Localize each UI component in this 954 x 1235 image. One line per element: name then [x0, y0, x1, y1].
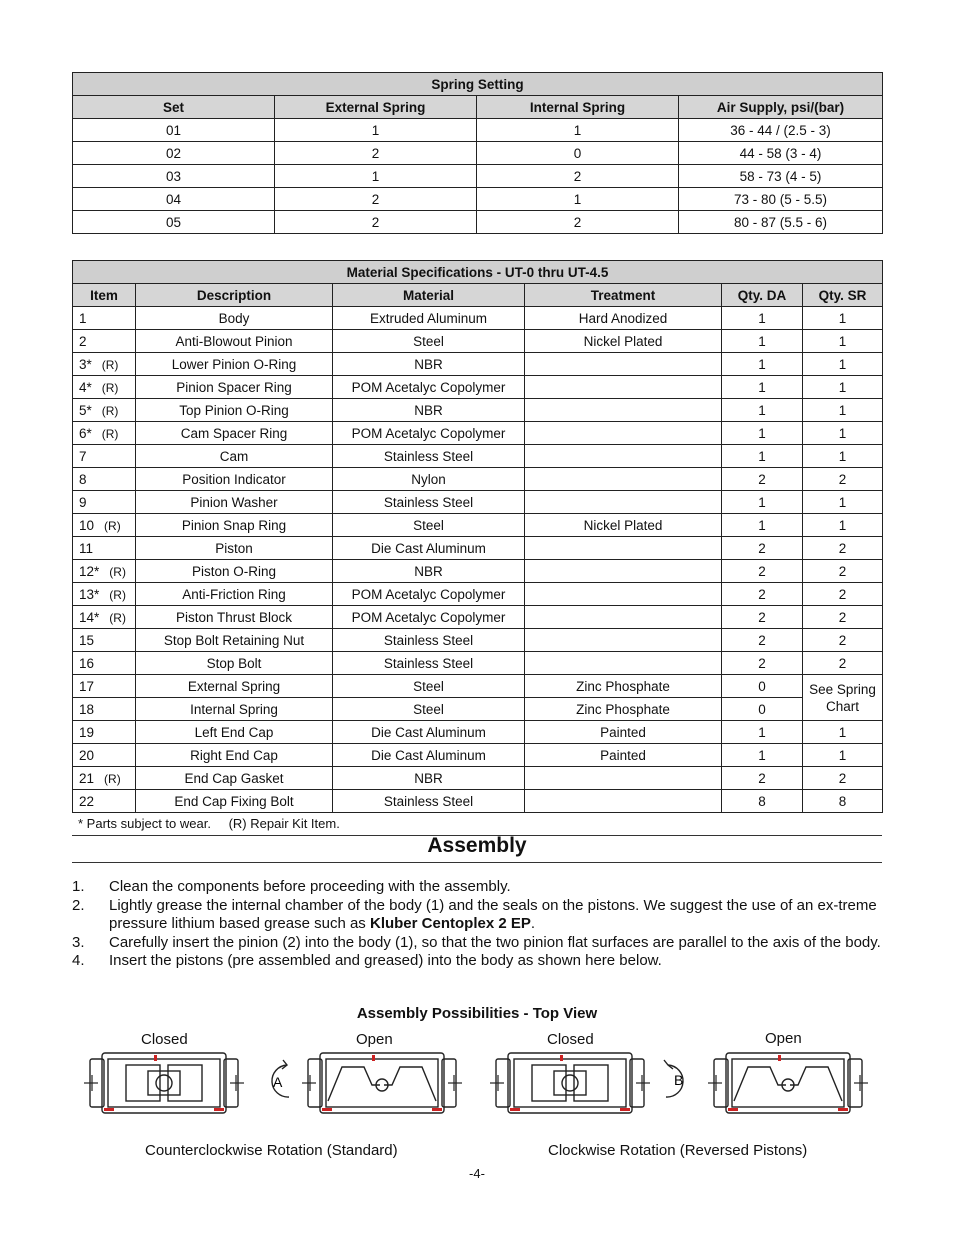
desc-cell: Piston [136, 537, 333, 560]
sr-cell: 1 [803, 376, 883, 399]
desc-cell: Right End Cap [136, 744, 333, 767]
arrow-head-icon [282, 1060, 287, 1069]
sr-cell: 1 [803, 721, 883, 744]
item-cell [73, 790, 136, 813]
treatment-cell [525, 537, 722, 560]
material-cell: Stainless Steel [333, 629, 525, 652]
repair-mark: (R) [101, 380, 119, 395]
material-cell: Nylon [333, 468, 525, 491]
column-header: Treatment [525, 284, 722, 307]
actuator-chamber [732, 1059, 844, 1107]
table-row [73, 560, 883, 583]
desc-cell: Position Indicator [136, 468, 333, 491]
table-row [73, 629, 883, 652]
desc-cell: External Spring [136, 675, 333, 698]
assembly-step [72, 934, 882, 953]
item-cell [73, 652, 136, 675]
da-cell: 1 [722, 514, 803, 537]
step-text: Lightly grease the internal chamber of the body (1) and the seals on the pistons. We suggest the use of an ex-treme pressure lithium based grease such as [109, 896, 877, 932]
da-cell: 2 [722, 583, 803, 606]
table-row [73, 399, 883, 422]
item-cell [73, 399, 136, 422]
material-cell: POM Acetalyc Copolymer [333, 606, 525, 629]
item-cell [73, 491, 136, 514]
table-cell: 1 [477, 119, 679, 142]
table-row [73, 652, 883, 675]
da-cell: 1 [722, 422, 803, 445]
desc-cell: Internal Spring [136, 698, 333, 721]
actuator-body [726, 1053, 850, 1113]
item-cell [73, 376, 136, 399]
desc-cell: Stop Bolt [136, 652, 333, 675]
piston-open [384, 1067, 436, 1101]
item-number: 7 [79, 448, 87, 464]
sr-cell: 2 [803, 560, 883, 583]
item-cell [73, 330, 136, 353]
item-number: 22 [79, 793, 95, 809]
column-header: Internal Spring [477, 96, 679, 119]
sr-cell: 1 [803, 399, 883, 422]
step-text: Clean the components before proceeding with the assembly. [109, 878, 511, 895]
item-cell [73, 698, 136, 721]
table-row [73, 721, 883, 744]
da-cell: 8 [722, 790, 803, 813]
table-row [73, 422, 883, 445]
page-number: -4- [469, 1166, 485, 1181]
item-number: 6* [79, 425, 92, 441]
actuator-chamber [514, 1059, 626, 1107]
material-cell: Stainless Steel [333, 652, 525, 675]
sr-cell: 1 [803, 422, 883, 445]
material-cell: Extruded Aluminum [333, 307, 525, 330]
spring-table-header [73, 96, 883, 119]
da-cell: 1 [722, 491, 803, 514]
treatment-cell [525, 583, 722, 606]
desc-cell: Piston O-Ring [136, 560, 333, 583]
da-cell: 0 [722, 698, 803, 721]
pinion-gear [562, 1075, 578, 1091]
seal-mark [510, 1108, 520, 1111]
seal-mark [154, 1055, 157, 1061]
material-cell: Steel [333, 675, 525, 698]
item-number: 9 [79, 494, 87, 510]
desc-cell: Anti-Friction Ring [136, 583, 333, 606]
table-cell: 1 [275, 165, 477, 188]
material-cell: NBR [333, 353, 525, 376]
desc-cell: Left End Cap [136, 721, 333, 744]
repair-note: (R) Repair Kit Item. [228, 816, 340, 831]
sr-cell: 2 [803, 606, 883, 629]
desc-cell: Piston Thrust Block [136, 606, 333, 629]
da-cell: 1 [722, 744, 803, 767]
seal-mark [620, 1108, 630, 1111]
item-number: 17 [79, 678, 95, 694]
item-number: 15 [79, 632, 95, 648]
sr-cell: 2 [803, 583, 883, 606]
material-cell: Die Cast Aluminum [333, 744, 525, 767]
desc-cell: Cam Spacer Ring [136, 422, 333, 445]
label-open: Open [356, 1031, 393, 1048]
material-cell: NBR [333, 399, 525, 422]
column-header: Qty. DA [722, 284, 803, 307]
repair-mark: (R) [109, 610, 126, 625]
step-text: Insert the pistons (pre assembled and greased) into the body as shown here below. [109, 952, 662, 969]
assembly-diagram [80, 1045, 880, 1130]
piston-open [734, 1067, 786, 1101]
table-row [73, 767, 883, 790]
pinion-gear [156, 1075, 172, 1091]
item-cell [73, 514, 136, 537]
da-cell: 2 [722, 560, 803, 583]
desc-cell: Pinion Snap Ring [136, 514, 333, 537]
table-footnote [78, 816, 340, 831]
da-cell: 2 [722, 652, 803, 675]
material-table-caption: Material Specifications - UT-0 thru UT-4.5 [73, 261, 883, 284]
step-number: 2. [72, 896, 85, 914]
repair-mark: (R) [101, 357, 119, 372]
column-header: Item [73, 284, 136, 307]
item-number: 3* [79, 356, 92, 372]
material-cell: POM Acetalyc Copolymer [333, 422, 525, 445]
treatment-cell: Zinc Phosphate [525, 698, 722, 721]
treatment-cell: Hard Anodized [525, 307, 722, 330]
step-number: 1. [72, 878, 85, 895]
da-cell: 2 [722, 606, 803, 629]
table-cell: 01 [73, 119, 275, 142]
treatment-cell [525, 606, 722, 629]
da-cell: 2 [722, 537, 803, 560]
item-number: 16 [79, 655, 95, 671]
label-closed: Closed [141, 1031, 188, 1048]
item-cell [73, 560, 136, 583]
actuator-chamber [326, 1059, 438, 1107]
table-cell: 58 - 73 (4 - 5) [679, 165, 883, 188]
table-row [73, 376, 883, 399]
da-cell: 0 [722, 675, 803, 698]
table-cell: 03 [73, 165, 275, 188]
column-header: Description [136, 284, 333, 307]
da-cell: 1 [722, 330, 803, 353]
seal-mark [728, 1108, 738, 1111]
treatment-cell [525, 399, 722, 422]
treatment-cell: Zinc Phosphate [525, 675, 722, 698]
sr-cell: 1 [803, 353, 883, 376]
da-cell: 1 [722, 376, 803, 399]
assembly-step [72, 897, 882, 934]
treatment-cell [525, 629, 722, 652]
rotation-label-b: B [674, 1072, 684, 1088]
section-title: Assembly [427, 834, 527, 857]
column-header: Material [333, 284, 525, 307]
table-row [73, 606, 883, 629]
desc-cell: Stop Bolt Retaining Nut [136, 629, 333, 652]
actuator-chamber [108, 1059, 220, 1107]
treatment-cell [525, 445, 722, 468]
material-cell: Die Cast Aluminum [333, 537, 525, 560]
item-number: 10 [79, 517, 95, 533]
caption-ccw: Counterclockwise Rotation (Standard) [145, 1142, 398, 1159]
seal-mark [838, 1108, 848, 1111]
assembly-step [72, 878, 882, 897]
sr-cell: 2 [803, 629, 883, 652]
item-cell [73, 468, 136, 491]
sr-cell: 1 [803, 307, 883, 330]
item-number: 8 [79, 471, 87, 487]
desc-cell: End Cap Gasket [136, 767, 333, 790]
item-cell [73, 422, 136, 445]
table-cell: 1 [275, 119, 477, 142]
da-cell: 2 [722, 629, 803, 652]
table-row [73, 211, 883, 234]
item-number: 1 [79, 310, 87, 326]
da-cell: 1 [722, 721, 803, 744]
treatment-cell [525, 790, 722, 813]
actuator-body [102, 1053, 226, 1113]
treatment-cell [525, 422, 722, 445]
column-header: Air Supply, psi/(bar) [679, 96, 883, 119]
assembly-steps [72, 878, 882, 971]
assembly-step [72, 952, 882, 971]
caption-cw: Clockwise Rotation (Reversed Pistons) [548, 1142, 808, 1159]
actuator-body [320, 1053, 444, 1113]
item-number: 4* [79, 379, 92, 395]
sr-cell: 1 [803, 330, 883, 353]
repair-mark: (R) [101, 426, 119, 441]
table-row [73, 119, 883, 142]
table-cell: 80 - 87 (5.5 - 6) [679, 211, 883, 234]
table-row [73, 744, 883, 767]
sr-cell: 1 [803, 514, 883, 537]
table-row [73, 142, 883, 165]
material-cell: NBR [333, 767, 525, 790]
desc-cell: Anti-Blowout Pinion [136, 330, 333, 353]
da-cell: 1 [722, 445, 803, 468]
treatment-cell: Nickel Plated [525, 514, 722, 537]
seal-mark [214, 1108, 224, 1111]
da-cell: 2 [722, 767, 803, 790]
treatment-cell: Painted [525, 744, 722, 767]
desc-cell: Pinion Spacer Ring [136, 376, 333, 399]
material-cell: NBR [333, 560, 525, 583]
item-number: 12* [79, 563, 100, 579]
step-text: Carefully insert the pinion (2) into the body (1), so that the two pinion flat surfaces are parallel to the axis of the body. [109, 933, 881, 951]
piston-open [790, 1067, 842, 1101]
table-row [73, 583, 883, 606]
table-cell: 73 - 80 (5 - 5.5) [679, 188, 883, 211]
item-number: 13* [79, 586, 100, 602]
sr-cell: 2 [803, 652, 883, 675]
spring-setting-table [72, 72, 883, 234]
repair-mark: (R) [104, 518, 121, 533]
item-number: 2 [79, 333, 87, 349]
table-cell: 1 [477, 188, 679, 211]
repair-mark: (R) [101, 403, 119, 418]
label-open: Open [765, 1030, 802, 1047]
actuator-body [508, 1053, 632, 1113]
item-number: 5* [79, 402, 92, 418]
item-cell [73, 445, 136, 468]
figure-title: Assembly Possibilities - Top View [356, 1005, 598, 1022]
column-header: External Spring [275, 96, 477, 119]
item-number: 14* [79, 609, 100, 625]
treatment-cell [525, 376, 722, 399]
item-cell [73, 629, 136, 652]
table-row [73, 790, 883, 813]
table-cell: 0 [477, 142, 679, 165]
material-cell: Stainless Steel [333, 790, 525, 813]
treatment-cell [525, 468, 722, 491]
item-number: 19 [79, 724, 95, 740]
da-cell: 1 [722, 399, 803, 422]
seal-mark [322, 1108, 332, 1111]
table-cell: 04 [73, 188, 275, 211]
wear-note: * Parts subject to wear. [78, 816, 211, 831]
piston-open [328, 1067, 380, 1101]
rotation-label-a: A [273, 1074, 283, 1090]
da-cell: 1 [722, 353, 803, 376]
step-text-end: . [530, 915, 536, 932]
table-row [73, 491, 883, 514]
treatment-cell [525, 353, 722, 376]
item-cell [73, 606, 136, 629]
sr-cell: See Spring Chart [803, 675, 883, 721]
table-cell: 2 [275, 142, 477, 165]
seal-mark [372, 1055, 375, 1061]
desc-cell: Lower Pinion O-Ring [136, 353, 333, 376]
item-number: 20 [79, 747, 95, 763]
repair-mark: (R) [109, 564, 126, 579]
treatment-cell [525, 767, 722, 790]
material-cell: Steel [333, 330, 525, 353]
table-cell: 44 - 58 (3 - 4) [679, 142, 883, 165]
treatment-cell [525, 652, 722, 675]
label-closed: Closed [547, 1031, 594, 1048]
table-row [73, 514, 883, 537]
material-cell: Steel [333, 514, 525, 537]
table-row [73, 353, 883, 376]
table-cell: 02 [73, 142, 275, 165]
sr-cell: 2 [803, 767, 883, 790]
item-cell [73, 721, 136, 744]
desc-cell: Pinion Washer [136, 491, 333, 514]
item-cell [73, 744, 136, 767]
sr-cell: 1 [803, 445, 883, 468]
table-cell: 2 [477, 211, 679, 234]
table-cell: 2 [275, 188, 477, 211]
sr-cell: 2 [803, 468, 883, 491]
seal-mark [778, 1055, 781, 1061]
divider [72, 862, 882, 863]
seal-mark [432, 1108, 442, 1111]
material-cell: Die Cast Aluminum [333, 721, 525, 744]
material-cell: Steel [333, 698, 525, 721]
table-row [73, 445, 883, 468]
item-number: 18 [79, 701, 95, 717]
treatment-cell [525, 491, 722, 514]
treatment-cell: Nickel Plated [525, 330, 722, 353]
table-row [73, 188, 883, 211]
table-row [73, 307, 883, 330]
step-number: 3. [72, 933, 85, 951]
item-number: 21 [79, 770, 95, 786]
table-row [73, 698, 883, 721]
table-row [73, 675, 883, 698]
da-cell: 2 [722, 468, 803, 491]
spring-table-caption: Spring Setting [73, 73, 883, 96]
desc-cell: Cam [136, 445, 333, 468]
column-header: Set [73, 96, 275, 119]
item-cell [73, 675, 136, 698]
item-cell [73, 767, 136, 790]
sr-cell: 8 [803, 790, 883, 813]
item-cell [73, 537, 136, 560]
sr-cell: 1 [803, 491, 883, 514]
step-number: 4. [72, 952, 85, 969]
item-cell [73, 353, 136, 376]
table-row [73, 330, 883, 353]
repair-mark: (R) [104, 771, 121, 786]
material-spec-table [72, 260, 883, 813]
seal-mark [104, 1108, 114, 1111]
sr-cell: 1 [803, 744, 883, 767]
desc-cell: Body [136, 307, 333, 330]
table-row [73, 537, 883, 560]
item-cell [73, 583, 136, 606]
column-header: Qty. SR [803, 284, 883, 307]
repair-mark: (R) [109, 587, 126, 602]
treatment-cell: Painted [525, 721, 722, 744]
item-cell [73, 307, 136, 330]
table-cell: 2 [275, 211, 477, 234]
table-cell: 36 - 44 / (2.5 - 3) [679, 119, 883, 142]
product-name: Kluber Centoplex 2 EP [369, 915, 531, 932]
material-cell: Stainless Steel [333, 445, 525, 468]
desc-cell: End Cap Fixing Bolt [136, 790, 333, 813]
material-cell: POM Acetalyc Copolymer [333, 376, 525, 399]
treatment-cell [525, 560, 722, 583]
seal-mark [560, 1055, 563, 1061]
material-cell: Stainless Steel [333, 491, 525, 514]
material-table-header [73, 284, 883, 307]
desc-cell: Top Pinion O-Ring [136, 399, 333, 422]
sr-cell: 2 [803, 537, 883, 560]
table-row [73, 468, 883, 491]
item-number: 11 [79, 540, 94, 556]
material-cell: POM Acetalyc Copolymer [333, 583, 525, 606]
da-cell: 1 [722, 307, 803, 330]
table-cell: 05 [73, 211, 275, 234]
table-row [73, 165, 883, 188]
table-cell: 2 [477, 165, 679, 188]
